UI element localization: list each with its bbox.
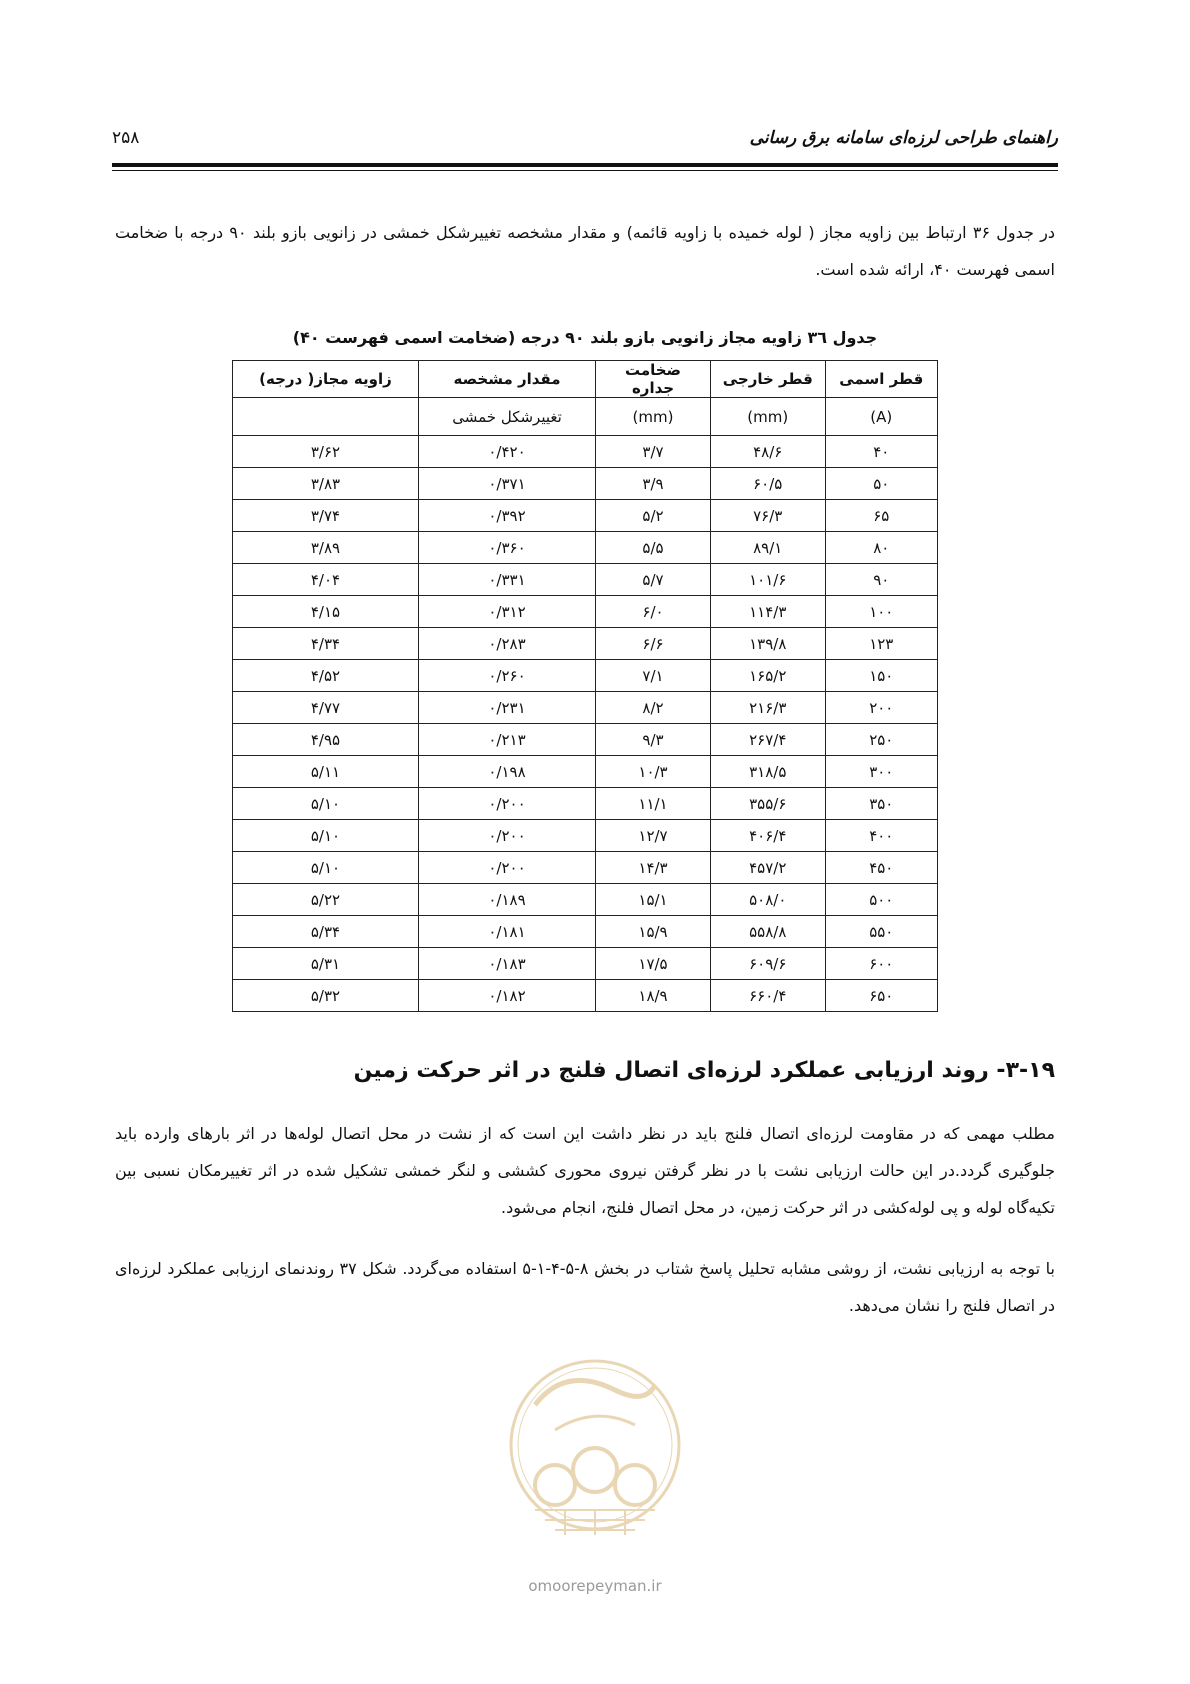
cell-allowable-angle: ۵/۱۰ <box>233 788 419 820</box>
cell-nominal-diameter: ۱۲۳ <box>825 628 937 660</box>
cell-outer-diameter: ۱۳۹/۸ <box>710 628 825 660</box>
cell-nominal-diameter: ۶۰۰ <box>825 948 937 980</box>
cell-bending-characteristic: ۰/۴۲۰ <box>418 436 595 468</box>
cell-allowable-angle: ۴/۰۴ <box>233 564 419 596</box>
cell-outer-diameter: ۱۰۱/۶ <box>710 564 825 596</box>
cell-wall-thickness: ۳/۹ <box>596 468 711 500</box>
cell-wall-thickness: ۱۰/۳ <box>596 756 711 788</box>
cell-allowable-angle: ۳/۸۳ <box>233 468 419 500</box>
cell-wall-thickness: ۷/۱ <box>596 660 711 692</box>
header-rule-thick <box>112 163 1058 167</box>
cell-allowable-angle: ۴/۷۷ <box>233 692 419 724</box>
cell-outer-diameter: ۴۰۶/۴ <box>710 820 825 852</box>
cell-bending-characteristic: ۰/۱۸۲ <box>418 980 595 1012</box>
cell-allowable-angle: ۳/۷۴ <box>233 500 419 532</box>
cell-wall-thickness: ۱۷/۵ <box>596 948 711 980</box>
cell-bending-characteristic: ۰/۱۸۳ <box>418 948 595 980</box>
cell-bending-characteristic: ۰/۳۶۰ <box>418 532 595 564</box>
cell-bending-characteristic: ۰/۳۷۱ <box>418 468 595 500</box>
watermark-logo-icon <box>495 1345 695 1595</box>
page-number: ۲۵۸ <box>112 128 140 148</box>
table-row <box>233 628 938 660</box>
cell-allowable-angle: ۴/۵۲ <box>233 660 419 692</box>
cell-wall-thickness: ۵/۵ <box>596 532 711 564</box>
cell-bending-characteristic: ۰/۱۸۹ <box>418 884 595 916</box>
intro-paragraph: در جدول ۳۶ ارتباط بین زاویه مجاز ( لوله خمیده با زاویه قائمه) و مقدار مشخصه تغییرشکل خمشی در زانویی بازو بلند ۹۰ درجه با ضخامت اسمی فهرست ۴۰، ارائه شده است. <box>115 223 1055 279</box>
cell-allowable-angle: ۵/۱۰ <box>233 820 419 852</box>
cell-allowable-angle: ۵/۱۱ <box>233 756 419 788</box>
cell-outer-diameter: ۸۹/۱ <box>710 532 825 564</box>
watermark <box>495 1345 695 1595</box>
cell-nominal-diameter: ۱۵۰ <box>825 660 937 692</box>
header-allowable-angle: زاویه مجاز( درجه) <box>233 361 419 398</box>
cell-nominal-diameter: ۶۵۰ <box>825 980 937 1012</box>
cell-allowable-angle: ۵/۳۱ <box>233 948 419 980</box>
cell-wall-thickness: ۵/۷ <box>596 564 711 596</box>
cell-nominal-diameter: ۲۰۰ <box>825 692 937 724</box>
cell-outer-diameter: ۶۰۹/۶ <box>710 948 825 980</box>
table-units-row <box>233 398 938 436</box>
data-table <box>232 360 938 1012</box>
cell-nominal-diameter: ۱۰۰ <box>825 596 937 628</box>
table-row <box>233 724 938 756</box>
page-header <box>112 128 1058 156</box>
header-rule-thin <box>112 170 1058 171</box>
table-row <box>233 820 938 852</box>
cell-wall-thickness: ۳/۷ <box>596 436 711 468</box>
cell-wall-thickness: ۱۸/۹ <box>596 980 711 1012</box>
section-paragraph-1: مطلب مهمی که در مقاومت لرزه‌ای اتصال فلنج باید در نظر داشت این است که از نشت در محل اتصال لوله‌ها در اثر بارهای وارده باید جلوگیری گردد.در این حالت ارزیابی نشت با در نظر گرفتن نیروی محوری کششی و لنگر خمشی تشکیل شده در اثر تغییرمکان نسبی بین تکیه‌گاه لوله و پی لوله‌کشی در اثر حرکت زمین، در محل اتصال فلنج، انجام می‌شود. <box>115 1124 1055 1217</box>
cell-bending-characteristic: ۰/۳۹۲ <box>418 500 595 532</box>
section-paragraph-2: با توجه به ارزیابی نشت، از روشی مشابه تحلیل پاسخ شتاب در بخش ۸-۵-۴-۱-۵ استفاده می‌گردد. شکل ۳۷ روندنمای ارزیابی عملکرد لرزه‌ای در اتصال فلنج را نشان می‌دهد. <box>115 1259 1056 1315</box>
table-row <box>233 468 938 500</box>
cell-nominal-diameter: ۳۰۰ <box>825 756 937 788</box>
cell-bending-characteristic: ۰/۲۱۳ <box>418 724 595 756</box>
cell-nominal-diameter: ۶۵ <box>825 500 937 532</box>
cell-outer-diameter: ۵۵۸/۸ <box>710 916 825 948</box>
cell-nominal-diameter: ۵۰۰ <box>825 884 937 916</box>
unit-outer-diameter: (mm) <box>710 398 825 436</box>
table-row <box>233 564 938 596</box>
header-wall-thickness: ضخامت جداره <box>596 361 711 398</box>
cell-nominal-diameter: ۹۰ <box>825 564 937 596</box>
unit-allowable-angle <box>233 398 419 436</box>
cell-allowable-angle: ۴/۱۵ <box>233 596 419 628</box>
table-row <box>233 596 938 628</box>
subheader-bending-characteristic: تغییرشکل خمشی <box>418 398 595 436</box>
cell-nominal-diameter: ۳۵۰ <box>825 788 937 820</box>
cell-bending-characteristic: ۰/۲۳۱ <box>418 692 595 724</box>
cell-outer-diameter: ۷۶/۳ <box>710 500 825 532</box>
table-row <box>233 756 938 788</box>
cell-nominal-diameter: ۲۵۰ <box>825 724 937 756</box>
cell-allowable-angle: ۴/۹۵ <box>233 724 419 756</box>
cell-bending-characteristic: ۰/۲۰۰ <box>418 820 595 852</box>
cell-outer-diameter: ۳۵۵/۶ <box>710 788 825 820</box>
cell-outer-diameter: ۶۶۰/۴ <box>710 980 825 1012</box>
cell-allowable-angle: ۵/۳۲ <box>233 980 419 1012</box>
cell-nominal-diameter: ۴۵۰ <box>825 852 937 884</box>
table-row <box>233 500 938 532</box>
cell-allowable-angle: ۵/۲۲ <box>233 884 419 916</box>
cell-wall-thickness: ۱۵/۹ <box>596 916 711 948</box>
cell-wall-thickness: ۶/۶ <box>596 628 711 660</box>
header-bending-characteristic: مقدار مشخصه <box>418 361 595 398</box>
cell-wall-thickness: ۵/۲ <box>596 500 711 532</box>
cell-bending-characteristic: ۰/۲۶۰ <box>418 660 595 692</box>
cell-bending-characteristic: ۰/۳۳۱ <box>418 564 595 596</box>
table-row <box>233 852 938 884</box>
cell-bending-characteristic: ۰/۱۹۸ <box>418 756 595 788</box>
cell-wall-thickness: ۹/۳ <box>596 724 711 756</box>
cell-outer-diameter: ۱۱۴/۳ <box>710 596 825 628</box>
cell-nominal-diameter: ۸۰ <box>825 532 937 564</box>
table-row <box>233 436 938 468</box>
table-row <box>233 916 938 948</box>
cell-bending-characteristic: ۰/۲۰۰ <box>418 788 595 820</box>
cell-wall-thickness: ۱۱/۱ <box>596 788 711 820</box>
cell-outer-diameter: ۴۵۷/۲ <box>710 852 825 884</box>
cell-wall-thickness: ۸/۲ <box>596 692 711 724</box>
header-nominal-diameter: قطر اسمی <box>825 361 937 398</box>
watermark-text: omoorepeyman.ir <box>528 1577 662 1595</box>
unit-wall-thickness: (mm) <box>596 398 711 436</box>
cell-outer-diameter: ۲۶۷/۴ <box>710 724 825 756</box>
cell-bending-characteristic: ۰/۲۸۳ <box>418 628 595 660</box>
table-row <box>233 660 938 692</box>
cell-nominal-diameter: ۵۵۰ <box>825 916 937 948</box>
table-body <box>233 436 938 1012</box>
cell-outer-diameter: ۴۸/۶ <box>710 436 825 468</box>
running-title: راهنمای طراحی لرزه‌ای سامانه برق رسانی <box>749 128 1058 148</box>
cell-allowable-angle: ۳/۸۹ <box>233 532 419 564</box>
table-row <box>233 884 938 916</box>
table-row <box>233 980 938 1012</box>
cell-outer-diameter: ۲۱۶/۳ <box>710 692 825 724</box>
cell-bending-characteristic: ۰/۳۱۲ <box>418 596 595 628</box>
cell-nominal-diameter: ۴۰ <box>825 436 937 468</box>
table-row <box>233 692 938 724</box>
header-outer-diameter: قطر خارجی <box>710 361 825 398</box>
cell-allowable-angle: ۵/۳۴ <box>233 916 419 948</box>
cell-nominal-diameter: ۴۰۰ <box>825 820 937 852</box>
table-header-row <box>233 361 938 398</box>
cell-wall-thickness: ۱۵/۱ <box>596 884 711 916</box>
cell-outer-diameter: ۶۰/۵ <box>710 468 825 500</box>
cell-allowable-angle: ۵/۱۰ <box>233 852 419 884</box>
cell-allowable-angle: ۳/۶۲ <box>233 436 419 468</box>
cell-bending-characteristic: ۰/۱۸۱ <box>418 916 595 948</box>
table-caption: جدول ٣٦ زاویه مجاز زانویی بازو بلند ۹۰ درجه (ضخامت اسمی فهرست ۴۰) <box>292 328 878 347</box>
cell-allowable-angle: ۴/۳۴ <box>233 628 419 660</box>
table-row <box>233 948 938 980</box>
cell-wall-thickness: ۶/۰ <box>596 596 711 628</box>
cell-wall-thickness: ۱۴/۳ <box>596 852 711 884</box>
cell-outer-diameter: ۳۱۸/۵ <box>710 756 825 788</box>
cell-nominal-diameter: ۵۰ <box>825 468 937 500</box>
table-row <box>233 788 938 820</box>
table-row <box>233 532 938 564</box>
cell-wall-thickness: ۱۲/۷ <box>596 820 711 852</box>
unit-nominal-diameter: (A) <box>825 398 937 436</box>
cell-outer-diameter: ۱۶۵/۲ <box>710 660 825 692</box>
section-heading: ۳-۱۹- روند ارزیابی عملکرد لرزه‌ای اتصال فلنج در اثر حرکت زمین <box>353 1058 1055 1083</box>
cell-bending-characteristic: ۰/۲۰۰ <box>418 852 595 884</box>
cell-outer-diameter: ۵۰۸/۰ <box>710 884 825 916</box>
